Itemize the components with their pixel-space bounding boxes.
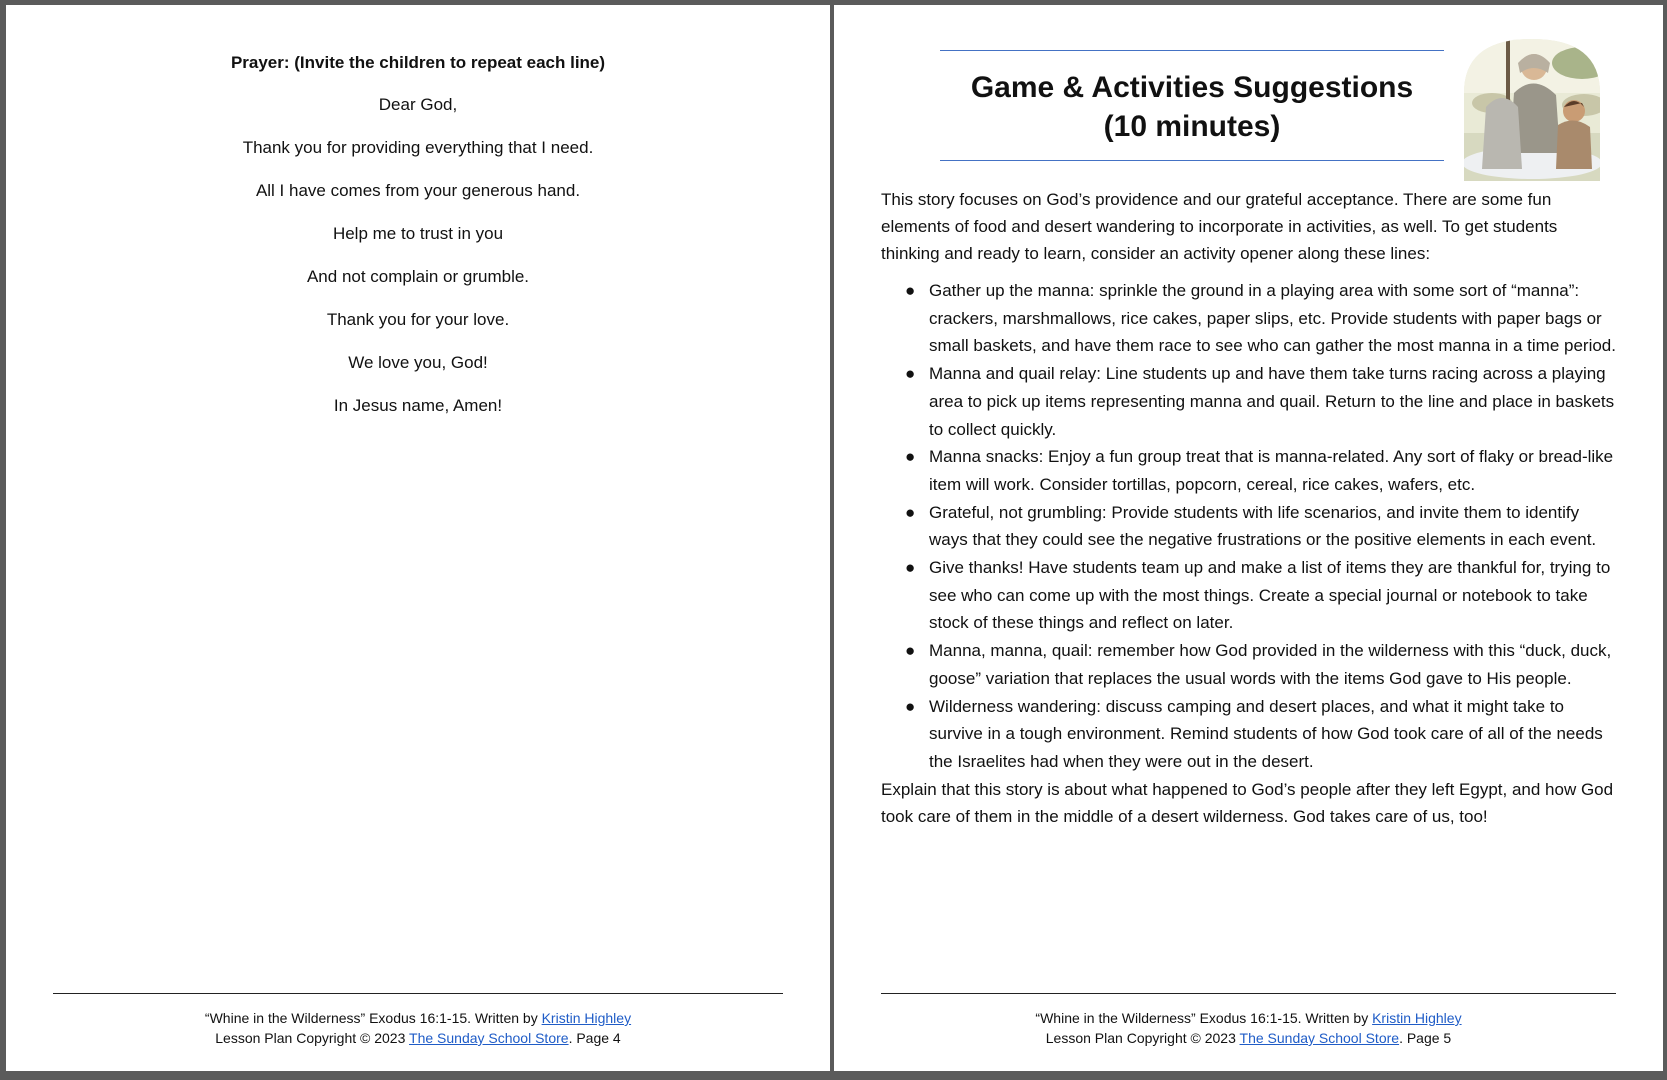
prayer-line: Help me to trust in you bbox=[332, 224, 504, 243]
store-link[interactable]: The Sunday School Store bbox=[1239, 1030, 1400, 1046]
activity-text: Gather up the manna: sprinkle the ground in a playing area with some sort of “manna”: crackers, marshmallows, rice cakes, paper slips, etc. Provide students with paper bags or small baskets, and have them race to see who can gather the most manna in a time period. bbox=[929, 281, 1616, 356]
bullet-icon: ● bbox=[905, 558, 916, 578]
footer-line-2 bbox=[6, 1028, 830, 1048]
list-item bbox=[905, 443, 1616, 498]
store-link[interactable]: The Sunday School Store bbox=[409, 1030, 569, 1046]
bullet-icon: ● bbox=[905, 447, 916, 467]
list-item bbox=[905, 499, 1616, 554]
footer-divider bbox=[53, 993, 783, 994]
bullet-icon: ● bbox=[905, 696, 916, 716]
list-item bbox=[905, 637, 1616, 692]
activity-list bbox=[881, 277, 1616, 776]
prayer-line: Dear God, bbox=[378, 95, 458, 114]
list-item bbox=[905, 693, 1616, 776]
prayer-section bbox=[6, 53, 830, 439]
bullet-icon: ● bbox=[905, 502, 916, 522]
footer-copyright: Lesson Plan Copyright © 2023 bbox=[215, 1030, 410, 1046]
footer-divider bbox=[881, 993, 1616, 994]
prayer-line: All I have comes from your generous hand. bbox=[255, 181, 581, 200]
bullet-icon: ● bbox=[905, 641, 916, 661]
prayer-line: In Jesus name, Amen! bbox=[333, 396, 503, 415]
author-link[interactable]: Kristin Highley bbox=[541, 1010, 632, 1026]
title-line-1: Game & Activities Suggestions bbox=[970, 71, 1414, 104]
footer-line-1 bbox=[6, 1008, 830, 1028]
author-link[interactable]: Kristin Highley bbox=[1372, 1010, 1462, 1026]
footer-copyright: Lesson Plan Copyright © 2023 bbox=[1045, 1030, 1240, 1046]
page-5 bbox=[834, 5, 1663, 1071]
activity-text: Give thanks! Have students team up and make a list of items they are thankful for, trying to see who can come up with the most things. Create a special journal or notebook to take stock of these things and reflect on later. bbox=[929, 558, 1611, 633]
bullet-icon: ● bbox=[905, 364, 916, 384]
intro-paragraph: This story focuses on God’s providence and our grateful acceptance. There are some fun elements of food and desert wandering to incorporate in activities, as well. To get students thinking and ready to learn, consider an activity opener along these lines: bbox=[881, 190, 1558, 263]
page-footer bbox=[834, 1008, 1663, 1048]
footer-line-1 bbox=[834, 1008, 1663, 1028]
activity-text: Manna snacks: Enjoy a fun group treat that is manna-related. Any sort of flaky or bread-like item will work. Consider tortillas, popcorn, cereal, rice cakes, wafers, etc. bbox=[929, 447, 1614, 494]
page-4 bbox=[6, 5, 830, 1071]
prayer-line: We love you, God! bbox=[348, 353, 488, 372]
prayer-line: Thank you for providing everything that I need. bbox=[242, 138, 594, 157]
closing-paragraph: Explain that this story is about what happened to God’s people after they left Egypt, and how God took care of them in the middle of a desert wilderness. God takes care of us, too! bbox=[881, 779, 1614, 826]
page-number: . Page 5 bbox=[1399, 1030, 1452, 1046]
list-item bbox=[905, 277, 1616, 360]
list-item bbox=[905, 360, 1616, 443]
activity-text: Manna, manna, quail: remember how God provided in the wilderness with this “duck, duck, goose” variation that replaces the usual words with the items God gave to His people. bbox=[929, 641, 1612, 688]
footer-line-2 bbox=[834, 1028, 1663, 1048]
page-number: . Page 4 bbox=[568, 1030, 621, 1046]
prayer-heading: Prayer: (Invite the children to repeat each line) bbox=[230, 53, 606, 72]
footer-citation: “Whine in the Wilderness” Exodus 16:1-15. Written by bbox=[204, 1010, 542, 1026]
page-body bbox=[881, 186, 1616, 830]
title-line-2: (10 minutes) bbox=[1103, 110, 1281, 143]
list-item bbox=[905, 554, 1616, 637]
israelites-illustration bbox=[1452, 33, 1612, 181]
footer-citation: “Whine in the Wilderness” Exodus 16:1-15. Written by bbox=[1035, 1010, 1373, 1026]
activity-text: Wilderness wandering: discuss camping and desert places, and what it might take to survive in a tough environment. Remind students of how God took care of all of the needs the Israelites had when they were out in the desert. bbox=[929, 696, 1603, 771]
page-title bbox=[940, 68, 1444, 146]
activity-text: Manna and quail relay: Line students up and have them take turns racing across a playing area to pick up items representing manna and quail. Return to the line and place in baskets to collect quickly. bbox=[929, 364, 1615, 439]
page-footer bbox=[6, 1008, 830, 1048]
title-rule-bottom bbox=[940, 160, 1444, 161]
activity-text: Grateful, not grumbling: Provide students with life scenarios, and invite them to identify ways that they could see the negative frustrations or the positive elements in each event. bbox=[929, 502, 1597, 550]
title-rule-top bbox=[940, 50, 1444, 51]
prayer-line: And not complain or grumble. bbox=[306, 267, 530, 286]
bullet-icon: ● bbox=[905, 281, 916, 300]
prayer-line: Thank you for your love. bbox=[326, 310, 510, 329]
